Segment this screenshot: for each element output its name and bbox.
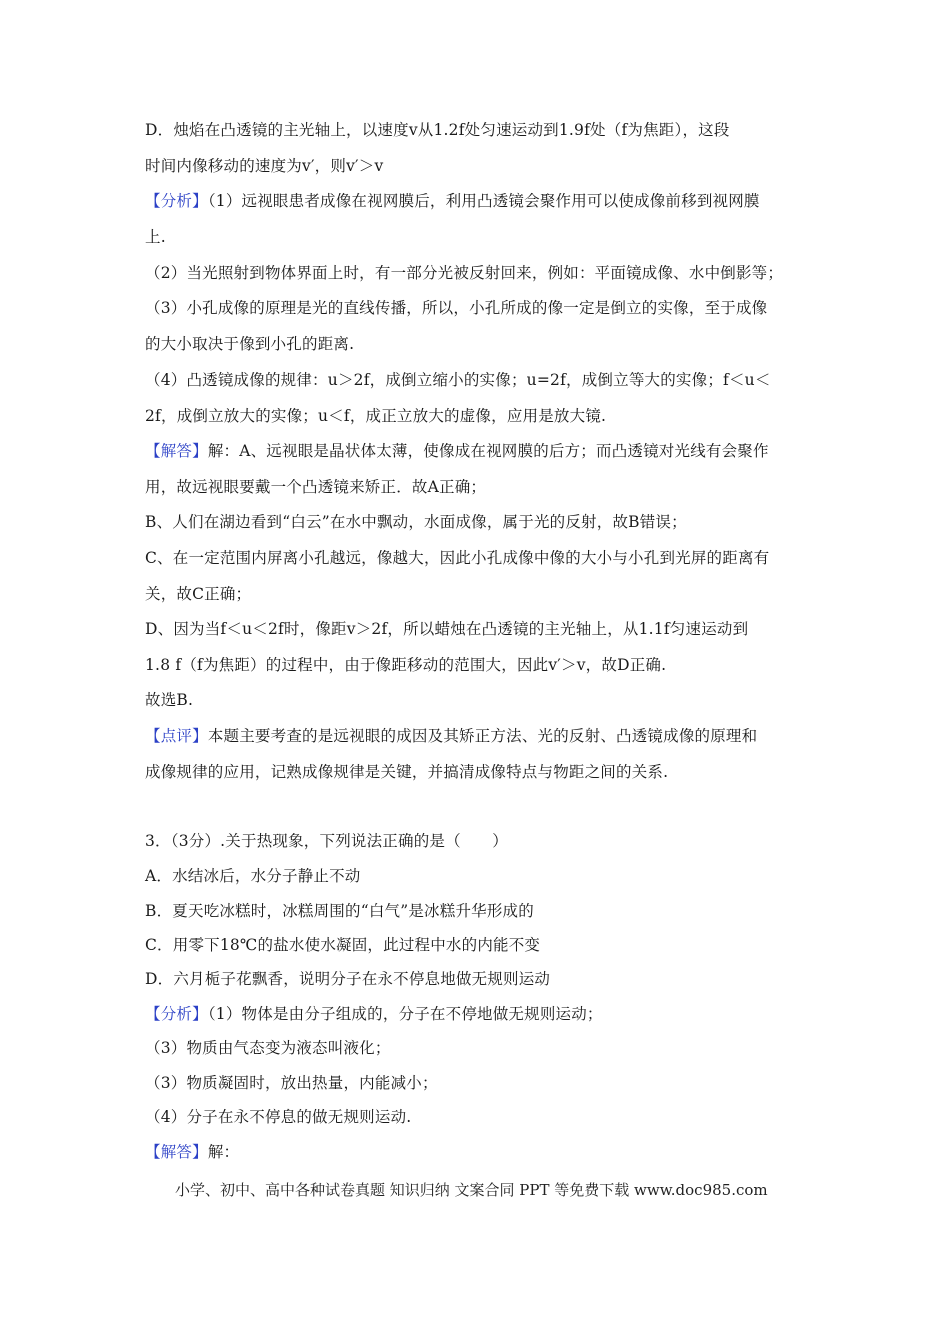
q3-analysis-line2: （3）物质由气态变为液态叫液化； [145, 1039, 391, 1057]
analysis-tag: 【分析】 [145, 192, 208, 210]
q3-option-b: B．夏天吃冰糕时，冰糕周围的“白气”是冰糕升华形成的 [145, 902, 534, 920]
answer-text: 解：A、远视眼是晶状体太薄，使像成在视网膜的后方；而凸透镜对光线有会聚作 [207, 442, 769, 460]
answer-text: 解： [207, 1143, 240, 1161]
analysis-text: （1）远视眼患者成像在视网膜后，利用凸透镜会聚作用可以使成像前移到视网膜 [207, 192, 760, 210]
analysis-tag: 【分析】 [145, 1005, 208, 1023]
q2-answer-line7: 1.8 f（f为焦距）的过程中，由于像距移动的范围大，因此v′＞v，故D正确. [145, 656, 667, 674]
q3-stem: 3．（3分）.关于热现象，下列说法正确的是（ ） [145, 832, 508, 850]
q2-option-d-line2: 时间内像移动的速度为v′，则v′＞v [145, 157, 384, 175]
q2-comment-line1 [145, 725, 835, 747]
q3-answer-line1 [145, 1141, 835, 1163]
footer-text: 小学、初中、高中各种试卷真题 知识归纳 文案合同 PPT 等免费下载 www.doc985.com [175, 1181, 768, 1199]
q2-analysis-line7: 2f，成倒立放大的实像；u＜f，成正立放大的虚像，应用是放大镜. [145, 407, 607, 425]
q3-option-c: C．用零下18℃的盐水使水凝固，此过程中水的内能不变 [145, 936, 541, 954]
q3-analysis-line4: （4）分子在永不停息的做无规则运动. [145, 1108, 412, 1126]
q2-answer-choice: 故选B. [145, 691, 194, 709]
q2-answer-line3: B、人们在湖边看到“白云”在水中飘动，水面成像，属于光的反射，故B错误； [145, 513, 687, 531]
q2-analysis-line1 [145, 190, 835, 212]
answer-tag: 【解答】 [145, 1143, 208, 1161]
q2-analysis-line3: （2）当光照射到物体界面上时，有一部分光被反射回来，例如：平面镜成像、水中倒影等； [145, 264, 784, 282]
comment-text: 本题主要考查的是远视眼的成因及其矫正方法、光的反射、凸透镜成像的原理和 [207, 727, 758, 745]
q2-comment-line2: 成像规律的应用，记熟成像规律是关键，并搞清成像特点与物距之间的关系. [145, 763, 669, 781]
q2-answer-line5: 关，故C正确； [145, 585, 252, 603]
q3-analysis-line1 [145, 1003, 835, 1025]
q2-analysis-line5: 的大小取决于像到小孔的距离. [145, 335, 355, 353]
q2-answer-line2: 用，故远视眼要戴一个凸透镜来矫正．故A正确； [145, 478, 487, 496]
comment-tag: 【点评】 [145, 727, 208, 745]
q2-answer-line6: D、因为当f＜u＜2f时，像距v＞2f，所以蜡烛在凸透镜的主光轴上，从1.1f匀速运动到 [145, 620, 749, 638]
q2-analysis-line6: （4）凸透镜成像的规律：u＞2f，成倒立缩小的实像；u=2f，成倒立等大的实像；f＜u＜ [145, 371, 771, 389]
q2-analysis-line2: 上. [145, 228, 166, 246]
q2-answer-line4: C、在一定范围内屏离小孔越远，像越大，因此小孔成像中像的大小与小孔到光屏的距离有 [145, 549, 770, 567]
q3-option-a: A．水结冰后，水分子静止不动 [145, 867, 361, 885]
q3-option-d: D．六月栀子花飘香，说明分子在永不停息地做无规则运动 [145, 970, 551, 988]
answer-tag: 【解答】 [145, 442, 208, 460]
q3-analysis-line3: （3）物质凝固时，放出热量，内能减小； [145, 1074, 438, 1092]
q2-option-d-line1: D．烛焰在凸透镜的主光轴上，以速度v从1.2f处匀速运动到1.9f处（f为焦距），这段 [145, 121, 730, 139]
analysis-text: （1）物体是由分子组成的，分子在不停地做无规则运动； [207, 1005, 603, 1023]
q2-analysis-line4: （3）小孔成像的原理是光的直线传播，所以，小孔所成的像一定是倒立的实像，至于成像 [145, 299, 768, 317]
q2-answer-line1 [145, 440, 835, 462]
